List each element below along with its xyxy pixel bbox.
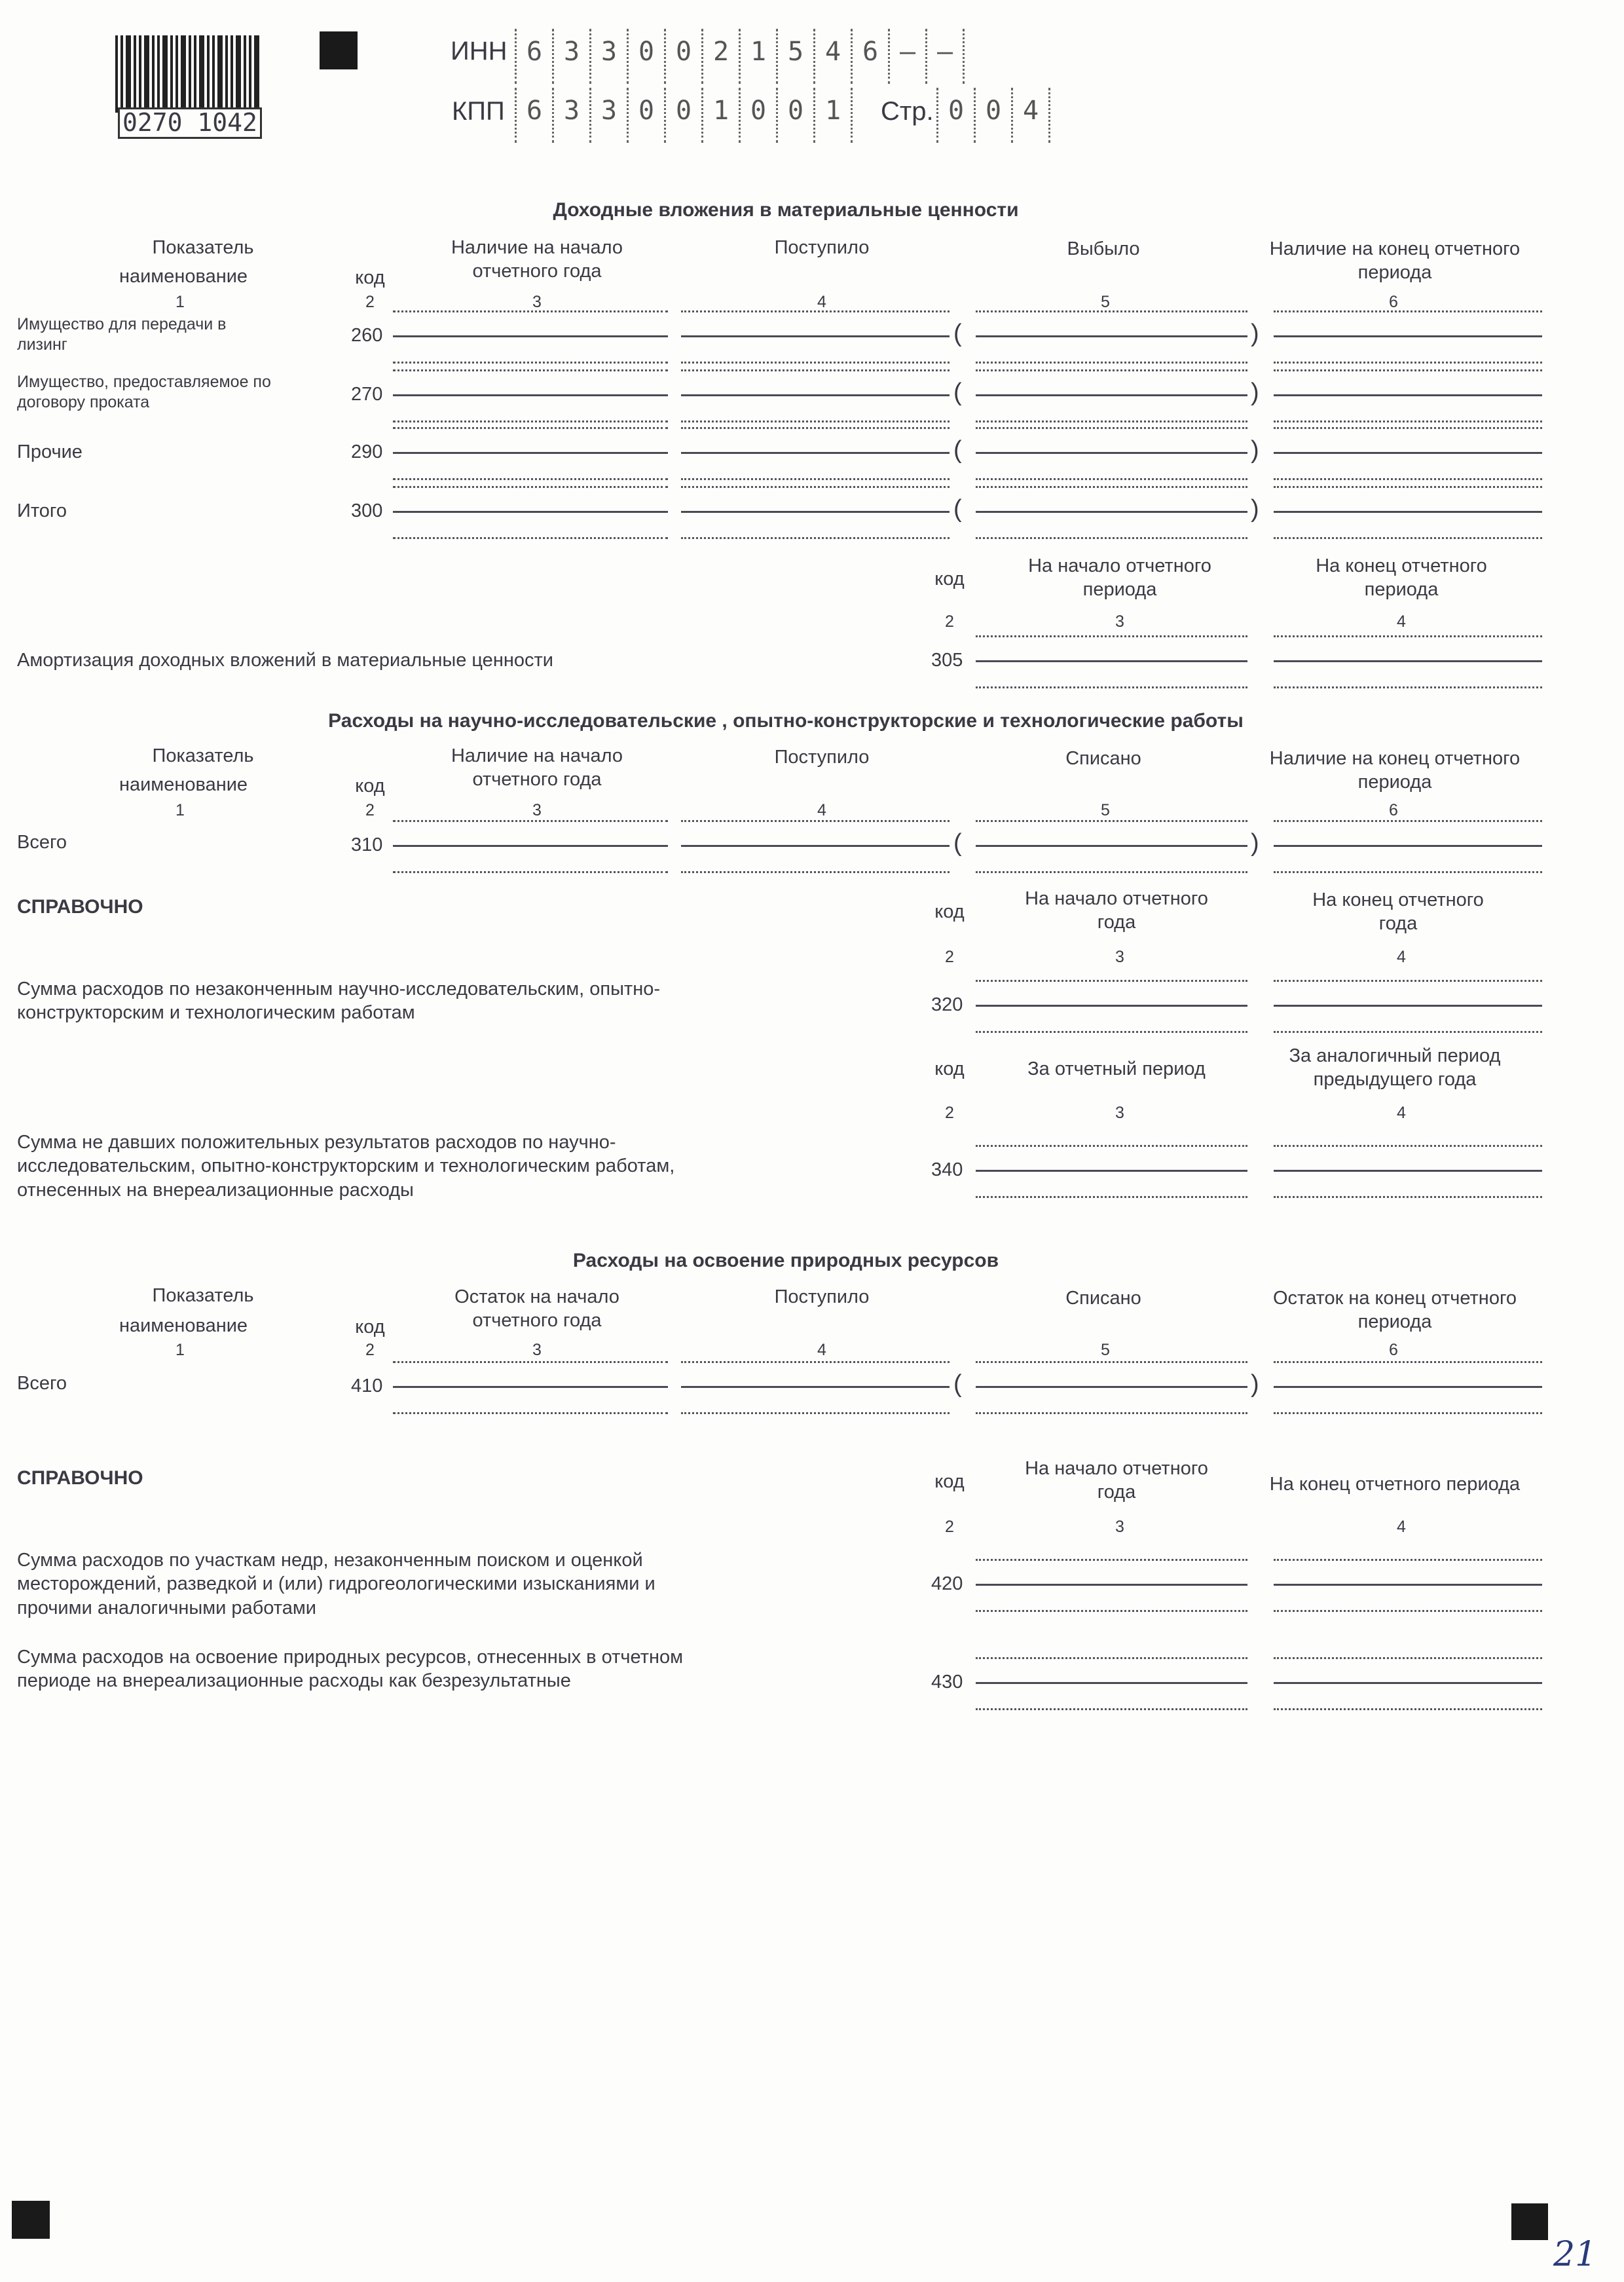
s1-row-300-label: Итого (17, 500, 67, 521)
close-paren: ) (1251, 1370, 1259, 1398)
entry-line (1274, 1170, 1542, 1172)
s1-row-260-label: Имущество для передачи в лизинг (17, 315, 227, 354)
dotted-line (1274, 427, 1542, 429)
s1-col5: Выбыло (1067, 238, 1140, 259)
inn-cell (552, 29, 589, 84)
entry-line (1274, 394, 1542, 396)
s1-num-3: 3 (532, 293, 542, 311)
inn-cells (515, 29, 965, 84)
ref1-heading: СПРАВОЧНО (17, 896, 143, 918)
entry-line (976, 1682, 1247, 1684)
dotted-line (1274, 1196, 1542, 1198)
s1-num-2: 2 (365, 293, 375, 311)
dotted-line (1274, 635, 1542, 637)
dotted-line (681, 1361, 950, 1363)
close-paren: ) (1251, 320, 1259, 347)
amort-col-code: код (934, 569, 965, 589)
entry-line (1274, 1682, 1542, 1684)
ref1-num-4: 4 (1397, 948, 1406, 966)
corner-marker-top (320, 31, 358, 69)
dotted-line (1274, 369, 1542, 371)
ref3-num-4: 4 (1397, 1518, 1406, 1536)
dotted-line (976, 1361, 1247, 1363)
kpp-cell (627, 88, 664, 143)
close-paren: ) (1251, 829, 1259, 857)
s1-row-270-code: 270 (351, 384, 383, 405)
s1-row-290-code: 290 (351, 441, 383, 462)
close-paren: ) (1251, 379, 1259, 406)
dotted-line (976, 362, 1247, 364)
s1-num-1: 1 (175, 293, 185, 311)
dotted-line (1274, 1361, 1542, 1363)
dotted-line (1274, 1708, 1542, 1710)
inn-cell (515, 29, 552, 84)
ref3-row420-label: Сумма расходов по участкам недр, незаконченным поиском и оценкой месторождений, разведкой и (или) гидрогеологическими изысканиями и прочими аналогичными работами (17, 1550, 655, 1618)
s2-col-code: код (355, 776, 385, 796)
dotted-line (1274, 1145, 1542, 1147)
kpp-cell (515, 88, 552, 143)
entry-line (393, 335, 668, 337)
inn-digit: 3 (563, 37, 580, 67)
inn-cell (627, 29, 664, 84)
dotted-line (1274, 1412, 1542, 1414)
entry-line (393, 845, 668, 847)
entry-line (976, 452, 1247, 454)
s1-col3: Наличие на начало отчетного года (451, 237, 623, 282)
dotted-line (976, 486, 1247, 488)
dotted-line (1274, 537, 1542, 539)
dotted-line (393, 537, 668, 539)
inn-digit: – (899, 37, 916, 67)
dotted-line (393, 478, 668, 480)
ref3-col-code: код (934, 1471, 965, 1492)
s2-col3: Наличие на начало отчетного года (451, 745, 623, 791)
inn-digit: 3 (600, 37, 618, 67)
dotted-line (681, 537, 950, 539)
dotted-line (976, 1031, 1247, 1033)
page-cell (1011, 88, 1050, 143)
ref3-row430-code: 430 (931, 1672, 963, 1693)
entry-line (393, 511, 668, 513)
page-digit: 0 (985, 96, 1002, 126)
dotted-line (1274, 1559, 1542, 1561)
dotted-line (976, 1708, 1247, 1710)
dotted-line (976, 537, 1247, 539)
amort-code: 305 (931, 650, 963, 671)
s3-num-4: 4 (817, 1341, 826, 1359)
entry-line (976, 845, 1247, 847)
kpp-digit: 3 (563, 96, 580, 126)
s3-col3: Остаток на начало отчетного года (454, 1286, 619, 1332)
dotted-line (681, 427, 950, 429)
dotted-line (393, 486, 668, 488)
section2-title: Расходы на научно-исследовательские , опытно-конструкторские и технологические работы (328, 710, 1244, 732)
dotted-line (976, 1610, 1247, 1612)
s3-num-6: 6 (1389, 1341, 1398, 1359)
open-paren: ( (953, 436, 962, 464)
corner-marker-bottom-left (12, 2201, 50, 2239)
dotted-line (393, 369, 668, 371)
barcode-number: 0270 1042 (118, 107, 262, 139)
ref1-col4: На конец отчетного года (1312, 889, 1484, 935)
ref2-num-3: 3 (1115, 1104, 1124, 1122)
close-paren: ) (1251, 436, 1259, 464)
dotted-line (681, 421, 950, 422)
dotted-line (1274, 1657, 1542, 1659)
dotted-line (393, 362, 668, 364)
s3-row-code: 410 (351, 1375, 383, 1396)
inn-digit: 2 (712, 37, 729, 67)
dotted-line (976, 820, 1247, 822)
inn-cell (589, 29, 627, 84)
entry-line (681, 511, 950, 513)
dotted-line (393, 310, 668, 312)
dotted-line (1274, 421, 1542, 422)
dotted-line (976, 478, 1247, 480)
dotted-line (681, 369, 950, 371)
kpp-cell (701, 88, 739, 143)
s1-col-code: код (355, 267, 385, 288)
s1-col-name: наименование (119, 266, 248, 287)
entry-line (1274, 511, 1542, 513)
s2-col5: Списано (1065, 748, 1141, 769)
kpp-digit: 1 (712, 96, 729, 126)
kpp-digit: 1 (824, 96, 841, 126)
dotted-line (976, 980, 1247, 982)
entry-line (976, 335, 1247, 337)
s1-row-290-label: Прочие (17, 441, 83, 462)
inn-digit: 4 (824, 37, 841, 67)
dotted-line (1274, 820, 1542, 822)
entry-line (976, 1170, 1247, 1172)
dotted-line (393, 820, 668, 822)
ref1-code: 320 (931, 994, 963, 1015)
open-paren: ( (953, 829, 962, 857)
s3-num-3: 3 (532, 1341, 542, 1359)
s2-num-2: 2 (365, 801, 375, 819)
dotted-line (1274, 478, 1542, 480)
ref2-num-4: 4 (1397, 1104, 1406, 1122)
ref3-row420-code: 420 (931, 1573, 963, 1594)
s3-num-1: 1 (175, 1341, 185, 1359)
entry-line (976, 1584, 1247, 1586)
dotted-line (976, 686, 1247, 688)
entry-line (1274, 660, 1542, 662)
inn-cell (739, 29, 776, 84)
entry-line (976, 1386, 1247, 1388)
kpp-cell (552, 88, 589, 143)
ref2-col4: За аналогичный период предыдущего года (1289, 1045, 1501, 1091)
open-paren: ( (953, 1370, 962, 1398)
ref2-col3: За отчетный период (1027, 1058, 1206, 1079)
inn-cell (701, 29, 739, 84)
inn-cell (813, 29, 851, 84)
kpp-cell (813, 88, 853, 143)
s2-row-label: Всего (17, 832, 67, 853)
entry-line (976, 394, 1247, 396)
close-paren: ) (1251, 495, 1259, 523)
entry-line (393, 452, 668, 454)
kpp-label: КПП (452, 97, 505, 126)
dotted-line (681, 362, 950, 364)
s1-col-indicator: Показатель (152, 237, 254, 258)
dotted-line (681, 310, 950, 312)
entry-line (976, 1005, 1247, 1007)
dotted-line (976, 1657, 1247, 1659)
s2-num-1: 1 (175, 801, 185, 819)
s3-col-indicator: Показатель (152, 1285, 254, 1306)
page-cells (936, 88, 1050, 143)
s3-col6: Остаток на конец отчетного периода (1272, 1288, 1517, 1333)
inn-digit: 1 (750, 37, 767, 67)
open-paren: ( (953, 320, 962, 347)
amort-col3: На начало отчетного периода (1028, 555, 1211, 601)
s2-col4: Поступило (774, 747, 870, 768)
kpp-cell (589, 88, 627, 143)
entry-line (1274, 452, 1542, 454)
ref2-code: 340 (931, 1159, 963, 1180)
s3-col4: Поступило (774, 1286, 870, 1307)
kpp-digit: 6 (526, 96, 543, 126)
ref2-label: Сумма не давших положительных результатов расходов по научно-исследовательским, опытно-конструкторским и технологическим работам, отнесенных на внереализационные расходы (17, 1132, 675, 1201)
dotted-line (1274, 871, 1542, 873)
ref3-col3: На начало отчетного года (1025, 1458, 1208, 1503)
dotted-line (976, 1145, 1247, 1147)
dotted-line (976, 635, 1247, 637)
s1-num-6: 6 (1389, 293, 1398, 311)
entry-line (393, 1386, 668, 1388)
s2-num-4: 4 (817, 801, 826, 819)
inn-cell (888, 29, 925, 84)
entry-line (976, 660, 1247, 662)
handwritten-page-number: 21 (1553, 2235, 1597, 2274)
dotted-line (1274, 1610, 1542, 1612)
dotted-line (976, 1196, 1247, 1198)
s1-row-300-code: 300 (351, 500, 383, 521)
s1-num-4: 4 (817, 293, 826, 311)
amort-label: Амортизация доходных вложений в материальные ценности (17, 650, 553, 671)
page-cell (936, 88, 974, 143)
entry-line (681, 845, 950, 847)
s1-col4: Поступило (774, 237, 870, 258)
amort-col4: На конец отчетного периода (1316, 555, 1487, 601)
ref1-num-3: 3 (1115, 948, 1124, 966)
kpp-digit: 0 (787, 96, 804, 126)
page-digit: 0 (948, 96, 965, 126)
entry-line (393, 394, 668, 396)
dotted-line (681, 486, 950, 488)
dotted-line (1274, 486, 1542, 488)
dotted-line (976, 310, 1247, 312)
dotted-line (976, 427, 1247, 429)
amort-num-4: 4 (1397, 612, 1406, 631)
inn-digit: 6 (862, 37, 879, 67)
corner-marker-bottom-right (1511, 2203, 1548, 2240)
ref2-num-2: 2 (945, 1104, 954, 1122)
ref1-col-code: код (934, 901, 965, 922)
inn-digit: 0 (638, 37, 655, 67)
dotted-line (1274, 310, 1542, 312)
amort-num-2: 2 (945, 612, 954, 631)
dotted-line (1274, 1031, 1542, 1033)
s2-row-code: 310 (351, 834, 383, 855)
dotted-line (976, 369, 1247, 371)
inn-digit: – (936, 37, 953, 67)
s2-col6: Наличие на конец отчетного периода (1269, 748, 1521, 793)
dotted-line (393, 1412, 668, 1414)
s2-num-3: 3 (532, 801, 542, 819)
entry-line (681, 394, 950, 396)
kpp-digit: 0 (750, 96, 767, 126)
kpp-cell (739, 88, 776, 143)
entry-line (681, 335, 950, 337)
s1-col6: Наличие на конец отчетного периода (1269, 238, 1521, 284)
dotted-line (976, 1559, 1247, 1561)
kpp-cell (776, 88, 813, 143)
inn-cell (925, 29, 965, 84)
ref1-num-2: 2 (945, 948, 954, 966)
dotted-line (393, 427, 668, 429)
dotted-line (976, 871, 1247, 873)
barcode (115, 35, 261, 139)
inn-digit: 5 (787, 37, 804, 67)
open-paren: ( (953, 495, 962, 523)
entry-line (681, 1386, 950, 1388)
entry-line (1274, 1386, 1542, 1388)
open-paren: ( (953, 379, 962, 406)
entry-line (1274, 1005, 1542, 1007)
section1-title: Доходные вложения в материальные ценности (553, 199, 1019, 221)
kpp-cell (664, 88, 701, 143)
ref1-label: Сумма расходов по незаконченным научно-исследовательским, опытно-конструкторским и технологическим работам (17, 979, 661, 1024)
dotted-line (393, 421, 668, 422)
kpp-digit: 3 (600, 96, 618, 126)
dotted-line (681, 871, 950, 873)
kpp-cells (515, 88, 853, 143)
kpp-digit: 0 (675, 96, 692, 126)
entry-line (976, 511, 1247, 513)
dotted-line (681, 1412, 950, 1414)
ref3-col4: На конец отчетного периода (1269, 1474, 1521, 1495)
page-cell (974, 88, 1011, 143)
dotted-line (681, 820, 950, 822)
dotted-line (1274, 686, 1542, 688)
inn-cell (776, 29, 813, 84)
inn-cell (851, 29, 888, 84)
section3-title: Расходы на освоение природных ресурсов (572, 1250, 999, 1271)
entry-line (1274, 335, 1542, 337)
s3-col-name: наименование (119, 1315, 248, 1336)
s1-num-5: 5 (1101, 293, 1110, 311)
s2-num-5: 5 (1101, 801, 1110, 819)
dotted-line (393, 871, 668, 873)
ref1-col3: На начало отчетного года (1025, 888, 1208, 933)
amort-num-3: 3 (1115, 612, 1124, 631)
dotted-line (681, 478, 950, 480)
page-digit: 4 (1022, 96, 1039, 126)
ref3-heading: СПРАВОЧНО (17, 1467, 143, 1489)
s3-col5: Списано (1065, 1288, 1141, 1309)
kpp-digit: 0 (638, 96, 655, 126)
s1-row-260-code: 260 (351, 325, 383, 346)
inn-cell (664, 29, 701, 84)
ref3-num-2: 2 (945, 1518, 954, 1536)
s2-col-indicator: Показатель (152, 745, 254, 766)
dotted-line (1274, 362, 1542, 364)
ref2-col-code: код (934, 1058, 965, 1079)
s3-row-label: Всего (17, 1373, 67, 1394)
s1-row-270-label: Имущество, предоставляемое по договору проката (17, 373, 271, 412)
s2-num-6: 6 (1389, 801, 1398, 819)
s3-col-code: код (355, 1317, 385, 1337)
entry-line (1274, 845, 1542, 847)
dotted-line (976, 421, 1247, 422)
inn-digit: 6 (526, 37, 543, 67)
inn-digit: 0 (675, 37, 692, 67)
s3-num-2: 2 (365, 1341, 375, 1359)
page-label: Стр. (881, 97, 934, 126)
ref3-row430-label: Сумма расходов на освоение природных ресурсов, отнесенных в отчетном периоде на внереализационные расходы как безрезультатные (17, 1647, 684, 1692)
s2-col-name: наименование (119, 774, 248, 795)
dotted-line (976, 1412, 1247, 1414)
ref3-num-3: 3 (1115, 1518, 1124, 1536)
dotted-line (393, 1361, 668, 1363)
entry-line (681, 452, 950, 454)
entry-line (1274, 1584, 1542, 1586)
inn-label: ИНН (451, 37, 507, 65)
s3-num-5: 5 (1101, 1341, 1110, 1359)
dotted-line (1274, 980, 1542, 982)
